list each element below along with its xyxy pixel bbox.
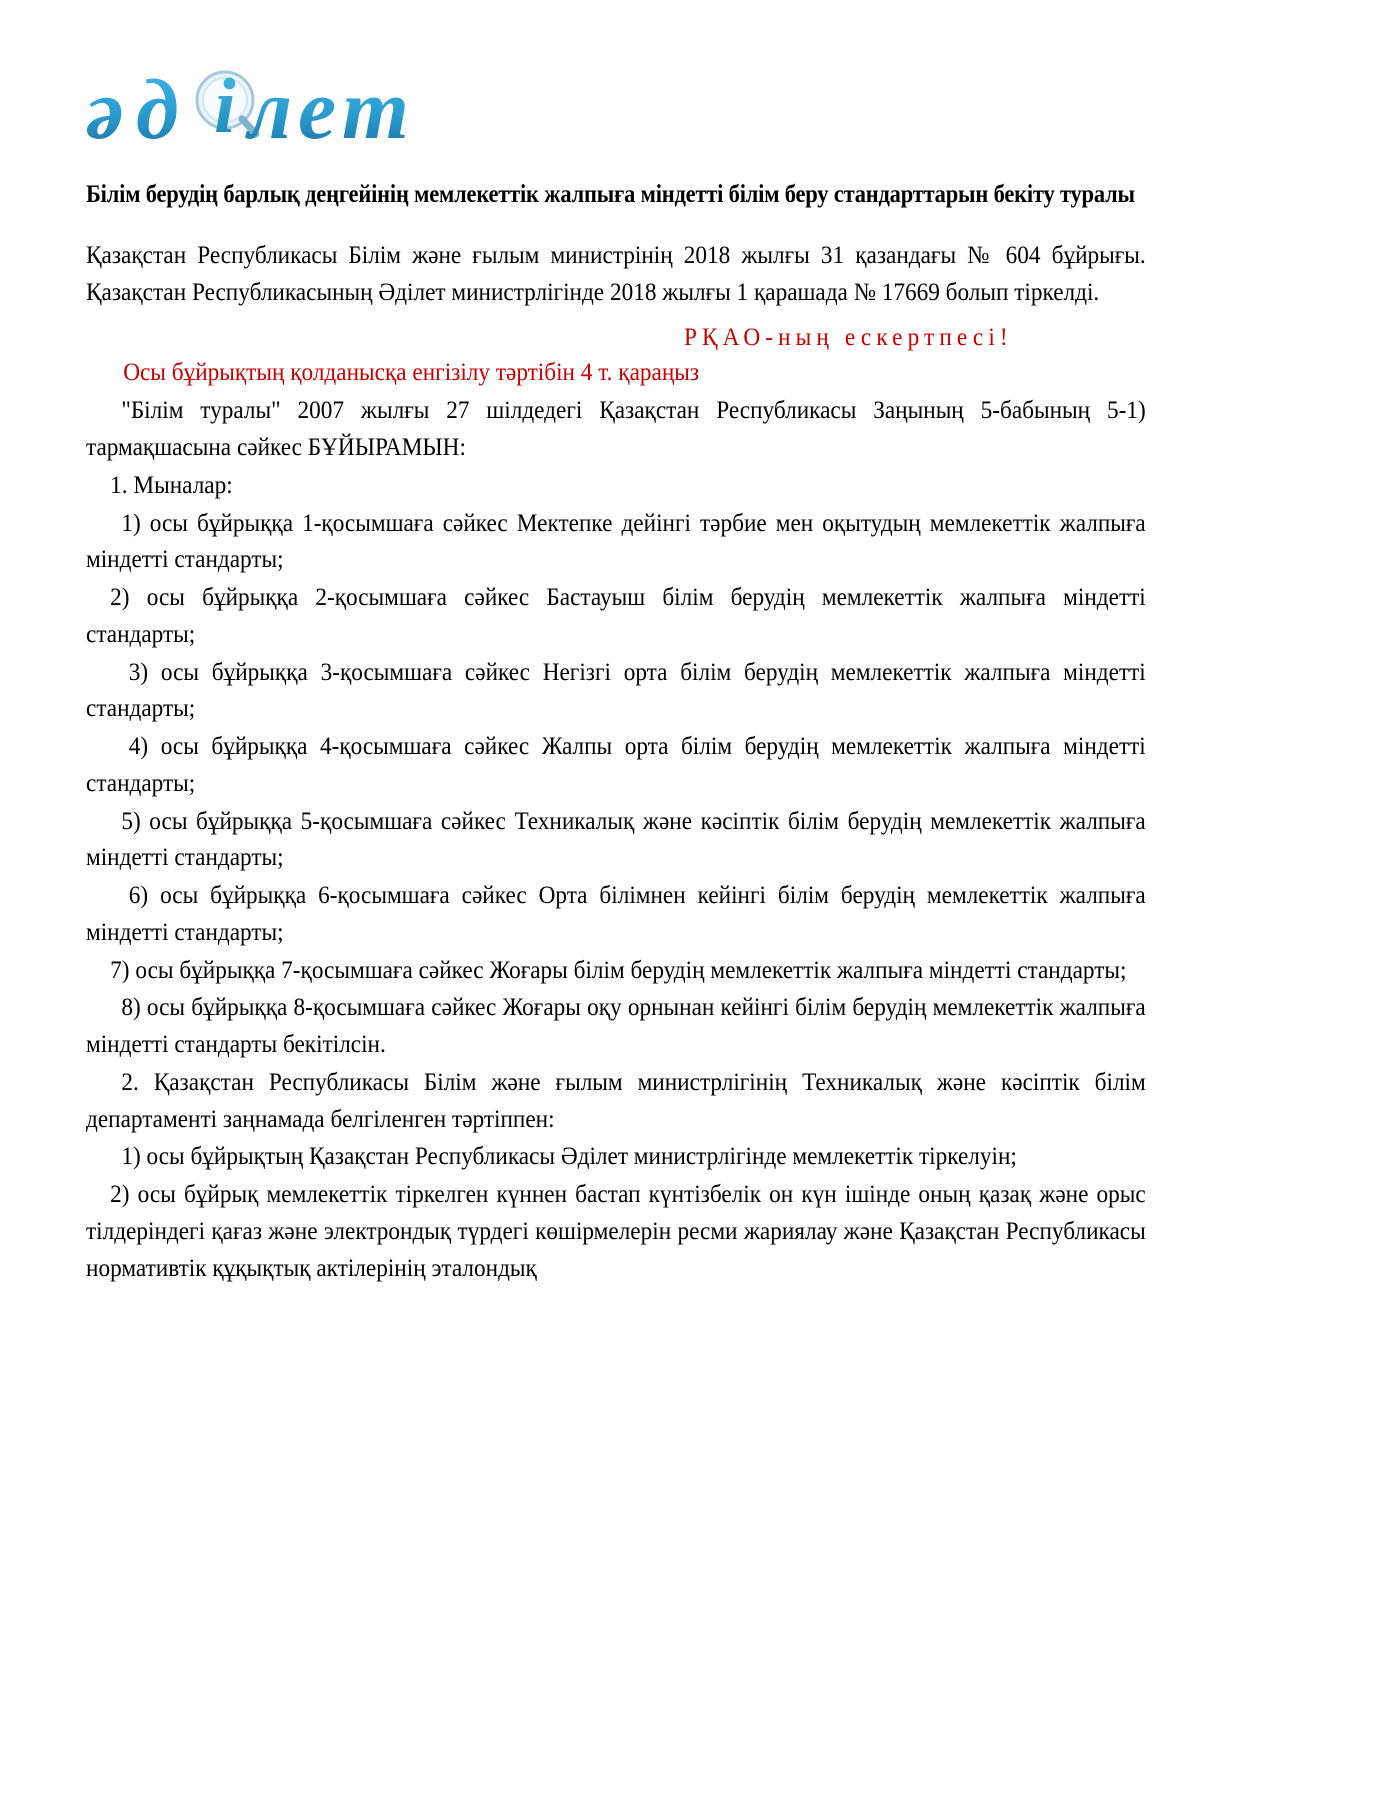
clause-1-item-5: 5) осы бұйрыққа 5-қосымшаға сәйкес Техникалық және кәсіптік білім берудің мемлекеттік жалпыға міндетті стандарты; — [86, 807, 1146, 872]
svg-text:ә: ә — [86, 62, 125, 157]
clause-1-item-1: 1) осы бұйрыққа 1-қосымшаға сәйкес Мектепке дейінгі тәрбие мен оқытудың мемлекеттік жалпыға міндетті стандарты; — [86, 509, 1146, 574]
clause-1-item-8: 8) осы бұйрыққа 8-қосымшаға сәйкес Жоғары оқу орнынан кейінгі білім берудің мемлекеттік жалпыға міндетті стандарты бекітілсін. — [86, 994, 1146, 1059]
svg-text:т: т — [342, 62, 409, 157]
clause-1-item-6: 6) осы бұйрыққа 6-қосымшаға сәйкес Орта білімнен кейінгі білім берудің мемлекеттік жалпыға міндетті стандарты; — [86, 882, 1146, 946]
preamble-paragraph: "Білім туралы" 2007 жылғы 27 шілдедегі Қазақстан Республикасы Заңының 5-бабының 5-1) тармақшасына сәйкес БҰЙЫРАМЫН: — [86, 397, 1146, 462]
rkao-notice-text[interactable]: Осы бұйрықтың қолданысқа енгізілу тәртібін 4 т. қараңыз — [123, 359, 700, 387]
clause-1-item-3: 3) осы бұйрыққа 3-қосымшаға сәйкес Негізгі орта білім берудің мемлекеттік жалпыға міндетті стандарты; — [86, 658, 1146, 723]
svg-text:е: е — [298, 62, 337, 157]
svg-text:л: л — [248, 62, 293, 157]
clause-2-item-2: 2) осы бұйрық мемлекеттік тіркелген күннен бастап күнтізбелік он күн ішінде оның қазақ және орыс тілдеріндегі қағаз және электрондық түрдегі көшірмелерін ресми жариялау және Қазақстан Республикасы нормативтік құқықтық актілерінің эталондық — [86, 1181, 1146, 1282]
clause-2-item-1: 1) осы бұйрықтың Қазақстан Республикасы Әділет министрлігінде мемлекеттік тіркелуін; — [121, 1143, 1017, 1171]
clause-1-item-4: 4) осы бұйрыққа 4-қосымшаға сәйкес Жалпы орта білім берудің мемлекеттік жалпыға міндетті стандарты; — [86, 733, 1146, 797]
page-title: Білім берудің барлық деңгейінің мемлекеттік жалпыға міндетті білім беру стандарттарын бекіту туралы — [86, 179, 1135, 208]
rkao-notice-heading: РҚАО-ның ескертпесі! — [683, 323, 1013, 351]
clause-1-item-2: 2) осы бұйрыққа 2-қосымшаға сәйкес Бастауыш білім берудің мемлекеттік жалпыға міндетті стандарты; — [86, 584, 1146, 648]
document-body — [86, 176, 1146, 1288]
clause-1-item-7: 7) осы бұйрыққа 7-қосымшаға сәйкес Жоғары білім берудің мемлекеттік жалпыға міндетті стандарты; — [110, 956, 1127, 984]
clause-2-heading: 2. Қазақстан Республикасы Білім және ғылым министрлігінің Техникалық және кәсіптік білім департаменті заңнамада белгіленген тәртіппен: — [86, 1068, 1146, 1133]
adilet-logo[interactable] — [86, 62, 426, 158]
rkao-notice — [86, 320, 1146, 392]
svg-text:д: д — [136, 62, 179, 157]
intro-paragraph: Қазақстан Республикасы Білім және ғылым министрінің 2018 жылғы 31 қазандағы № 604 бұйрығы. Қазақстан Республикасының Әділет министрлігінде 2018 жылғы 1 қарашада № 17669 болып тіркелді. — [86, 242, 1146, 306]
clause-1-heading: 1. Мыналар: — [110, 471, 233, 499]
svg-text:i: i — [214, 62, 236, 149]
adilet-logo-svg — [86, 62, 416, 158]
